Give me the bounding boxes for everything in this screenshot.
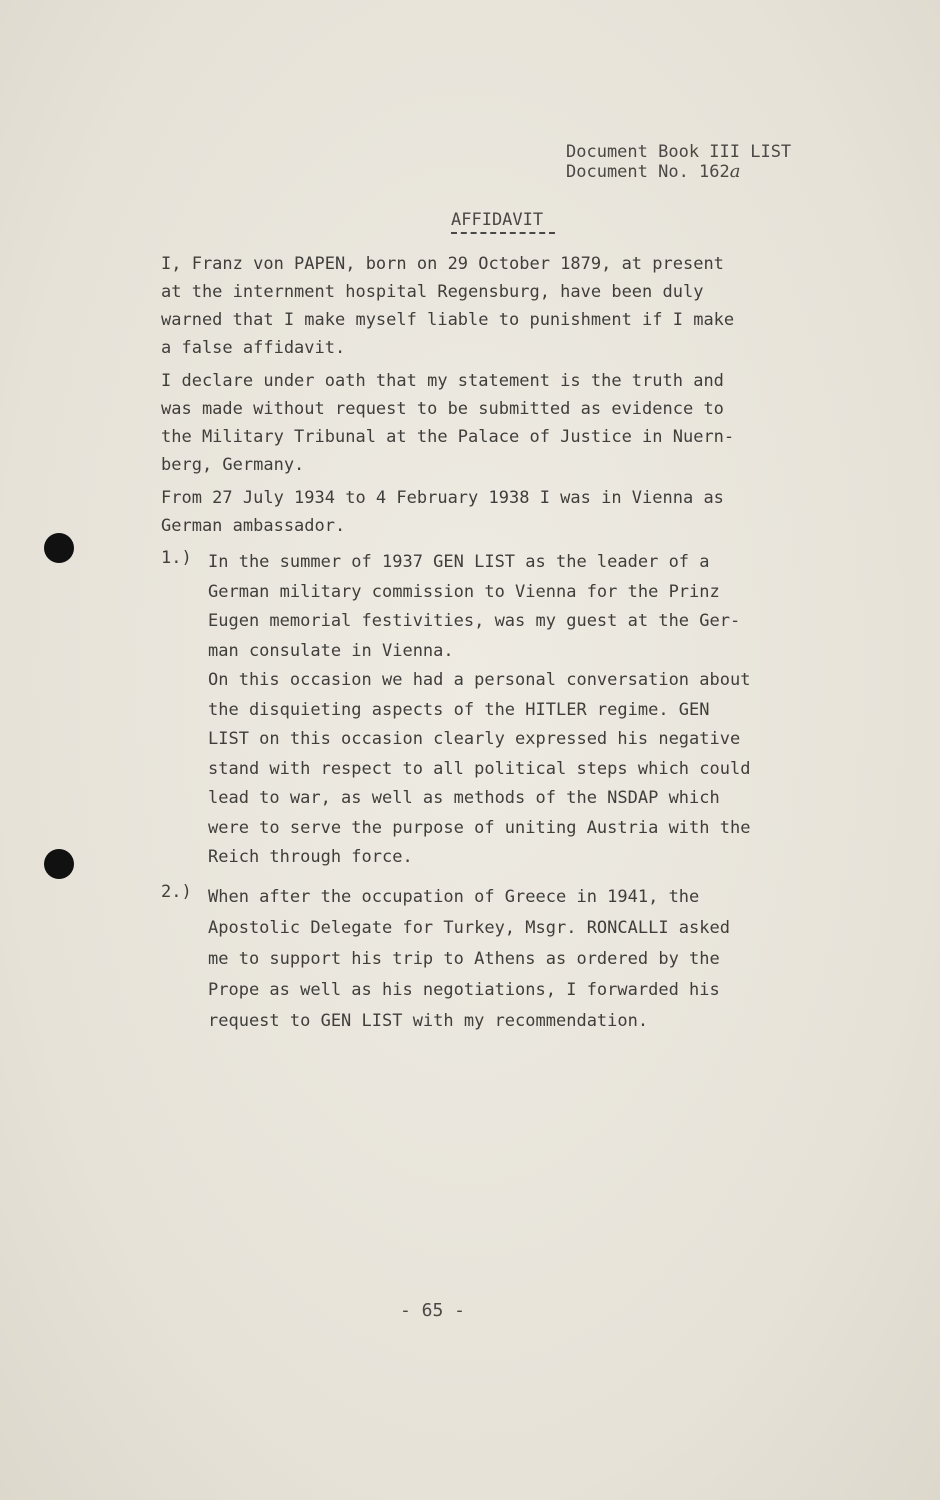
punch-hole [44, 849, 74, 879]
document-number-line [566, 162, 791, 182]
item-text-part2: On this occasion we had a personal conversation about the disquieting aspects of the HITLER regime. GEN LIST on this occasion clearly expressed his negative stand with respect to all political steps which could lead to war, as well as methods of the NSDAP which were to serve the purpose of uniting Austria with the Reich through force. [208, 670, 751, 867]
item-text-part1: In the summer of 1937 GEN LIST as the leader of a German military commission to Vienna for the Prinz Eugen memorial festivities, was my guest at the Ger- man consulate in Vienna. [208, 552, 741, 661]
item-number: 2.) [161, 882, 192, 902]
document-book-line: Document Book III LIST [566, 142, 792, 162]
intro-paragraph: I, Franz von PAPEN, born on 29 October 1879, at present at the internment hospital Regensburg, have been duly warned that I make myself liable to punishment if I make a false affidavit. [161, 254, 735, 358]
item-text: When after the occupation of Greece in 1941, the Apostolic Delegate for Turkey, Msgr. RONCALLI asked me to support his trip to Athens as ordered by the Prope as well as his negotiations, I forwarded his request to GEN LIST with my recommendation. [208, 887, 730, 1031]
handwritten-suffix: a [729, 161, 741, 182]
punch-hole [44, 533, 74, 563]
vienna-paragraph: From 27 July 1934 to 4 February 1938 I was in Vienna as German ambassador. [161, 488, 724, 536]
document-reference [566, 142, 791, 182]
page-number: - 65 - [400, 1300, 466, 1321]
declaration-paragraph: I declare under oath that my statement is the truth and was made without request to be submitted as evidence to the Military Tribunal at the Palace of Justice in Nuern- berg, Germany. [161, 371, 735, 475]
item-text [208, 548, 838, 873]
item-number: 1.) [161, 548, 192, 568]
title-underline [451, 232, 555, 234]
document-number: Document No. 162 [566, 162, 730, 182]
page-title: AFFIDAVIT [451, 210, 544, 230]
